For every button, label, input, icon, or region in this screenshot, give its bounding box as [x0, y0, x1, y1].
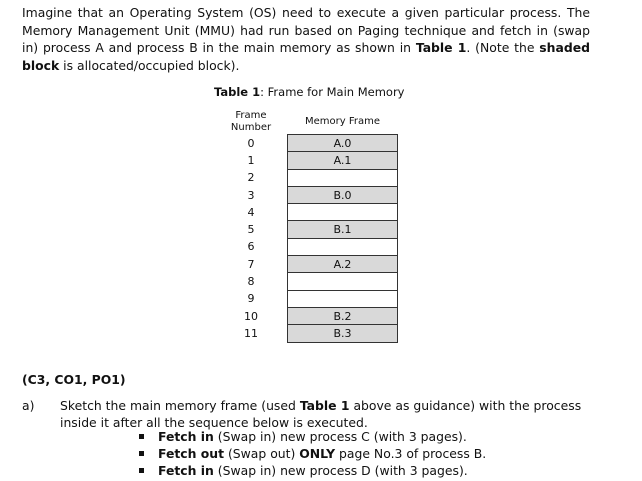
memory-frame-occupied: A.0: [288, 135, 398, 152]
intro-text-3: is allocated/occupied block).: [59, 57, 240, 73]
memory-frame-occupied: B.2: [288, 307, 398, 324]
step-item: [136, 445, 486, 462]
bullet-icon: [139, 434, 144, 439]
memory-frame-table-body: [221, 135, 398, 343]
memory-row-6: [221, 238, 398, 255]
frame-number: 8: [247, 275, 255, 289]
frame-number-header: [221, 110, 281, 134]
intro-text-1: Imagine that an Operating System (OS) need to execute a given particular process. The Memory Management Unit (MMU) had run based on Paging technique and fetch in (swap in) process A and process B in the main memory as shown in: [22, 5, 590, 55]
memory-row-9: [221, 290, 398, 307]
memory-frame-occupied: B.0: [288, 186, 398, 203]
intro-shaded-block: shaded block: [22, 40, 590, 73]
step-text: (Swap in) new process C (with 3 pages).: [213, 429, 467, 444]
frame-number: 3: [247, 188, 255, 202]
memory-frame-occupied: B.1: [288, 221, 398, 238]
question-label: a): [22, 398, 35, 413]
memory-row-10: [221, 307, 398, 324]
memory-row-5: [221, 221, 398, 238]
table-caption: [214, 85, 404, 100]
memory-frame-occupied: A.2: [288, 256, 398, 273]
memory-row-8: [221, 273, 398, 290]
step-action: Fetch in: [158, 429, 214, 444]
step-action: Fetch in: [158, 463, 214, 478]
frame-number: 1: [247, 153, 255, 167]
table-caption-label: Table 1: [214, 85, 261, 99]
frame-number: 7: [247, 257, 255, 271]
step-action: Fetch out: [158, 446, 225, 461]
step-item: [136, 428, 486, 445]
memory-frame-free: [288, 169, 398, 186]
table-caption-text: : Frame for Main Memory: [260, 85, 405, 99]
memory-frame-free: [288, 273, 398, 290]
step-text: page No.3 of process B.: [335, 446, 487, 461]
question-table-ref: Table 1: [299, 398, 350, 413]
frame-number: 0: [247, 136, 255, 150]
step-text: (Swap in) new process D (with 3 pages).: [213, 463, 468, 478]
frame-number: 5: [247, 223, 255, 237]
step-list: [136, 428, 486, 479]
memory-frame-header: Memory Frame: [304, 116, 380, 127]
intro-paragraph: [22, 4, 590, 74]
frame-number: 4: [247, 205, 255, 219]
frame-number: 9: [247, 292, 255, 306]
memory-row-3: [221, 186, 398, 203]
step-text: (Swap out): [224, 446, 300, 461]
bullet-icon: [139, 468, 144, 473]
step-item: [136, 462, 486, 479]
section-code: (C3, CO1, PO1): [22, 372, 126, 387]
frame-header-line2: Number: [230, 122, 272, 133]
step-emphasis: ONLY: [299, 446, 336, 461]
memory-row-1: [221, 152, 398, 169]
frame-number: 11: [244, 326, 258, 340]
memory-frame-table: [221, 134, 398, 343]
question-text-2: above as guidance) with the process inside it after all the sequence below is executed.: [60, 398, 582, 430]
bullet-icon: [139, 451, 144, 456]
memory-frame-free: [288, 290, 398, 307]
memory-row-7: [221, 256, 398, 273]
memory-row-4: [221, 204, 398, 221]
memory-frame-occupied: B.3: [288, 325, 398, 342]
memory-frame-occupied: A.1: [288, 152, 398, 169]
frame-number: 2: [247, 171, 255, 185]
memory-row-2: [221, 169, 398, 186]
frame-number: 10: [244, 309, 258, 323]
memory-frame-free: [288, 204, 398, 221]
memory-row-0: [221, 135, 398, 152]
intro-table-ref: Table 1: [415, 40, 467, 55]
question-text-1: Sketch the main memory frame (used: [60, 398, 300, 413]
frame-number: 6: [247, 240, 255, 254]
memory-row-11: [221, 325, 398, 342]
intro-text-2: . (Note the: [466, 40, 540, 55]
question-text: [60, 397, 600, 431]
memory-frame-free: [288, 238, 398, 255]
frame-header-line1: Frame: [235, 110, 267, 121]
